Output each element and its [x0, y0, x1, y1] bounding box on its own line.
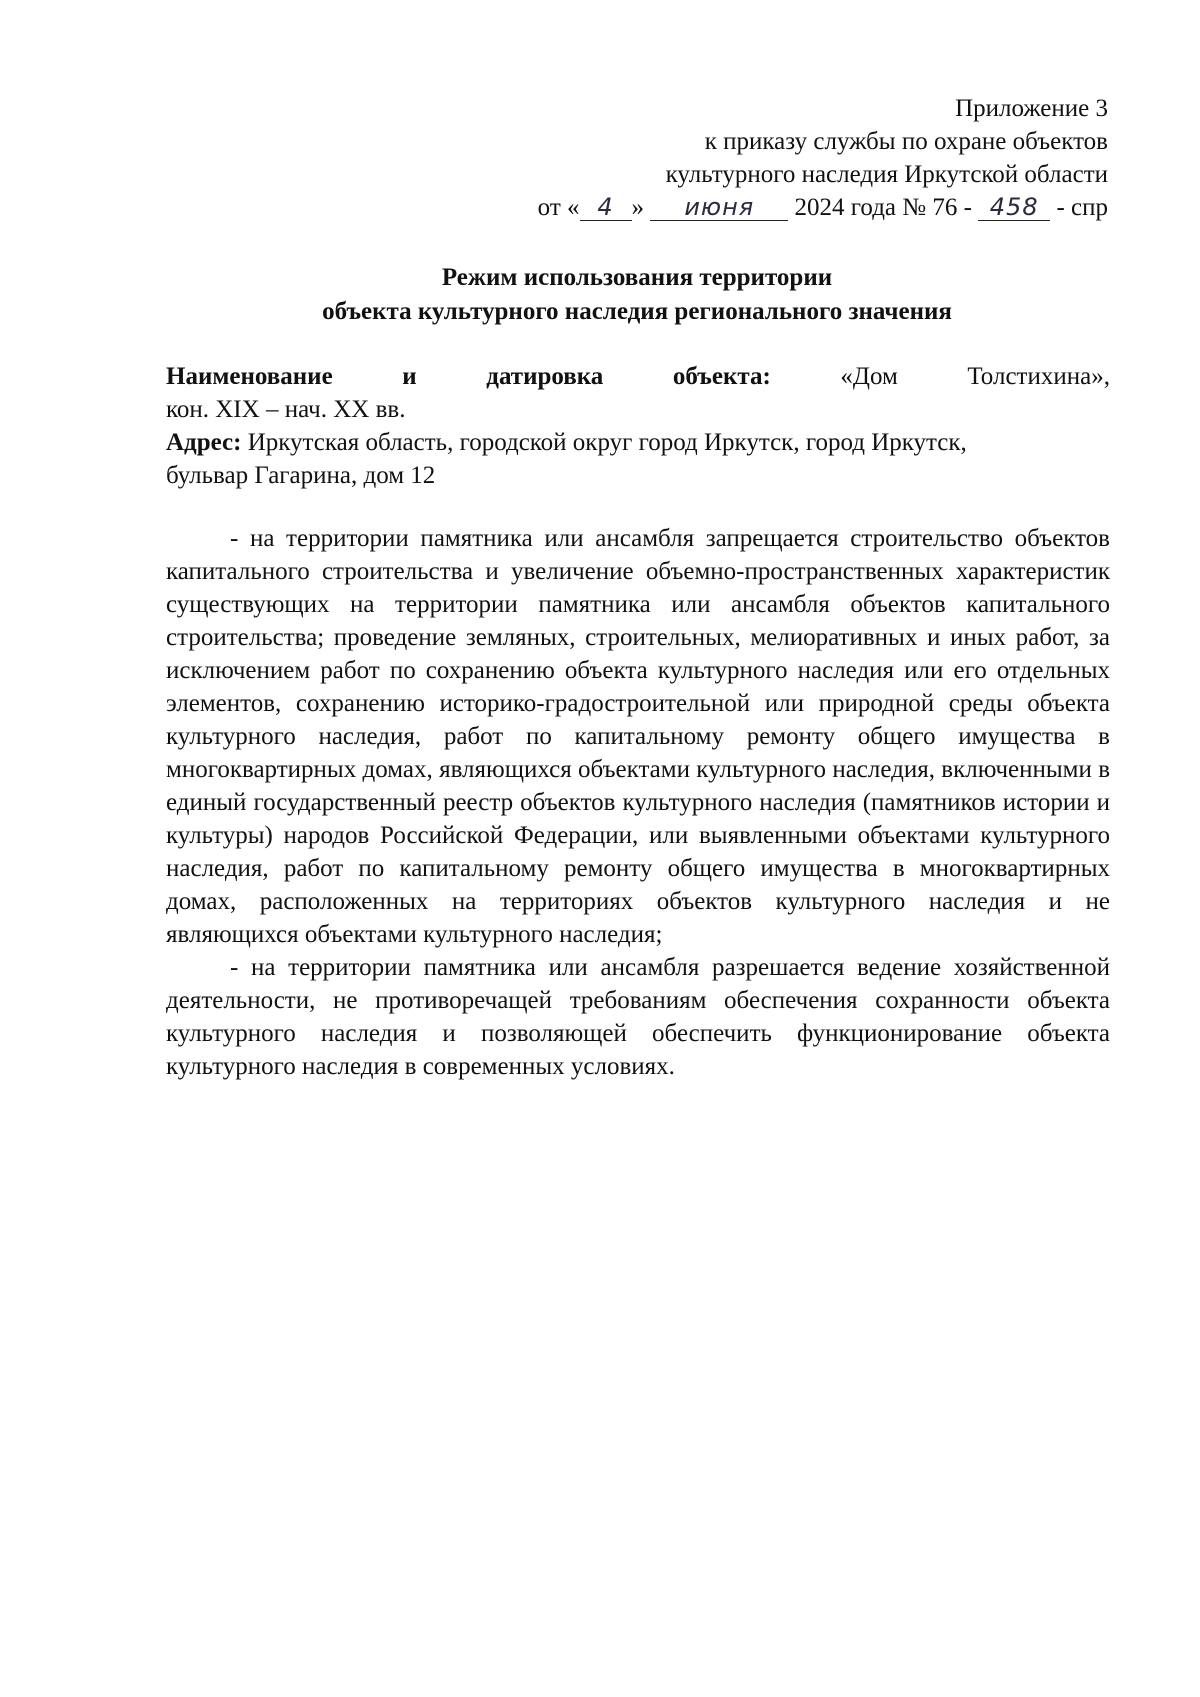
title-line-1: Режим использования территории — [441, 264, 833, 291]
appendix-header — [408, 92, 1108, 224]
appendix-order-reference: к приказу службы по охране объектов — [704, 128, 1108, 155]
regime-text — [166, 522, 1110, 1083]
regime-paragraph-prohibitions: - на территории памятника или ансамбля запрещается строительство объектов капитального строительства и увеличение объемно-пространственных характеристик существующих на территории памятника или ансамбля объектов капитального строительства; проведение земляных, строительных, мелиоративных и иных работ, за исключением работ по сохранению объекта культурного наследия или его отдельных элементов, сохранению историко-градостроительной или природной среды объекта культурного наследия, работ по капитальному ремонту общего имущества в многоквартирных домах, являющихся объектами культурного наследия, включенными в единый государственный реестр объектов культурного наследия (памятников истории и культуры) народов Российской Федерации, или выявленными объектами культурного наследия, работ по капитальному ремонту общего имущества в многоквартирных домах, расположенных на территориях объектов культурного наследия и не являющихся объектами культурного наследия; — [166, 525, 1110, 948]
date-year-text: 2024 года № 76 - — [794, 194, 972, 221]
title-line-2: объекта культурного наследия регионального значения — [322, 298, 952, 325]
name-value-word-1: «Дом — [840, 363, 898, 390]
date-quote-close: » — [631, 194, 645, 221]
date-prefix: от « — [537, 194, 580, 221]
address-value-line-2: бульвар Гагарина, дом 12 — [166, 462, 436, 489]
appendix-number: Приложение 3 — [955, 95, 1108, 122]
object-address — [166, 426, 1110, 459]
name-label-word-3: датировка — [486, 363, 604, 390]
order-number-handwritten: 458 — [978, 194, 1050, 221]
object-name-line — [166, 360, 1110, 393]
date-day-handwritten: 4 — [580, 194, 632, 221]
object-details — [166, 360, 1110, 492]
appendix-date-line — [408, 191, 1108, 224]
order-suffix: - спр — [1056, 194, 1108, 221]
name-value-word-2: Толстихина», — [967, 363, 1110, 390]
name-label-word-1: Наименование — [166, 363, 333, 390]
name-label-word-4: объекта: — [672, 363, 771, 390]
regime-paragraph-permissions: - на территории памятника или ансамбля разрешается ведение хозяйственной деятельности, не противоречащей требованиям обеспечения сохранности объекта культурного наследия и позволяющей обеспечить функционирование объекта культурного наследия в современных условиях. — [166, 954, 1110, 1080]
appendix-issuer: культурного наследия Иркутской области — [665, 161, 1108, 188]
address-value-line-1: Иркутская область, городской округ город Иркутск, город Иркутск, — [241, 429, 967, 456]
name-label-word-2: и — [402, 363, 417, 390]
object-dating: кон. XIX – нач. XX вв. — [166, 396, 406, 423]
address-label: Адрес: — [166, 429, 242, 456]
date-month-handwritten: июня — [650, 194, 788, 221]
document-title — [166, 261, 1108, 329]
